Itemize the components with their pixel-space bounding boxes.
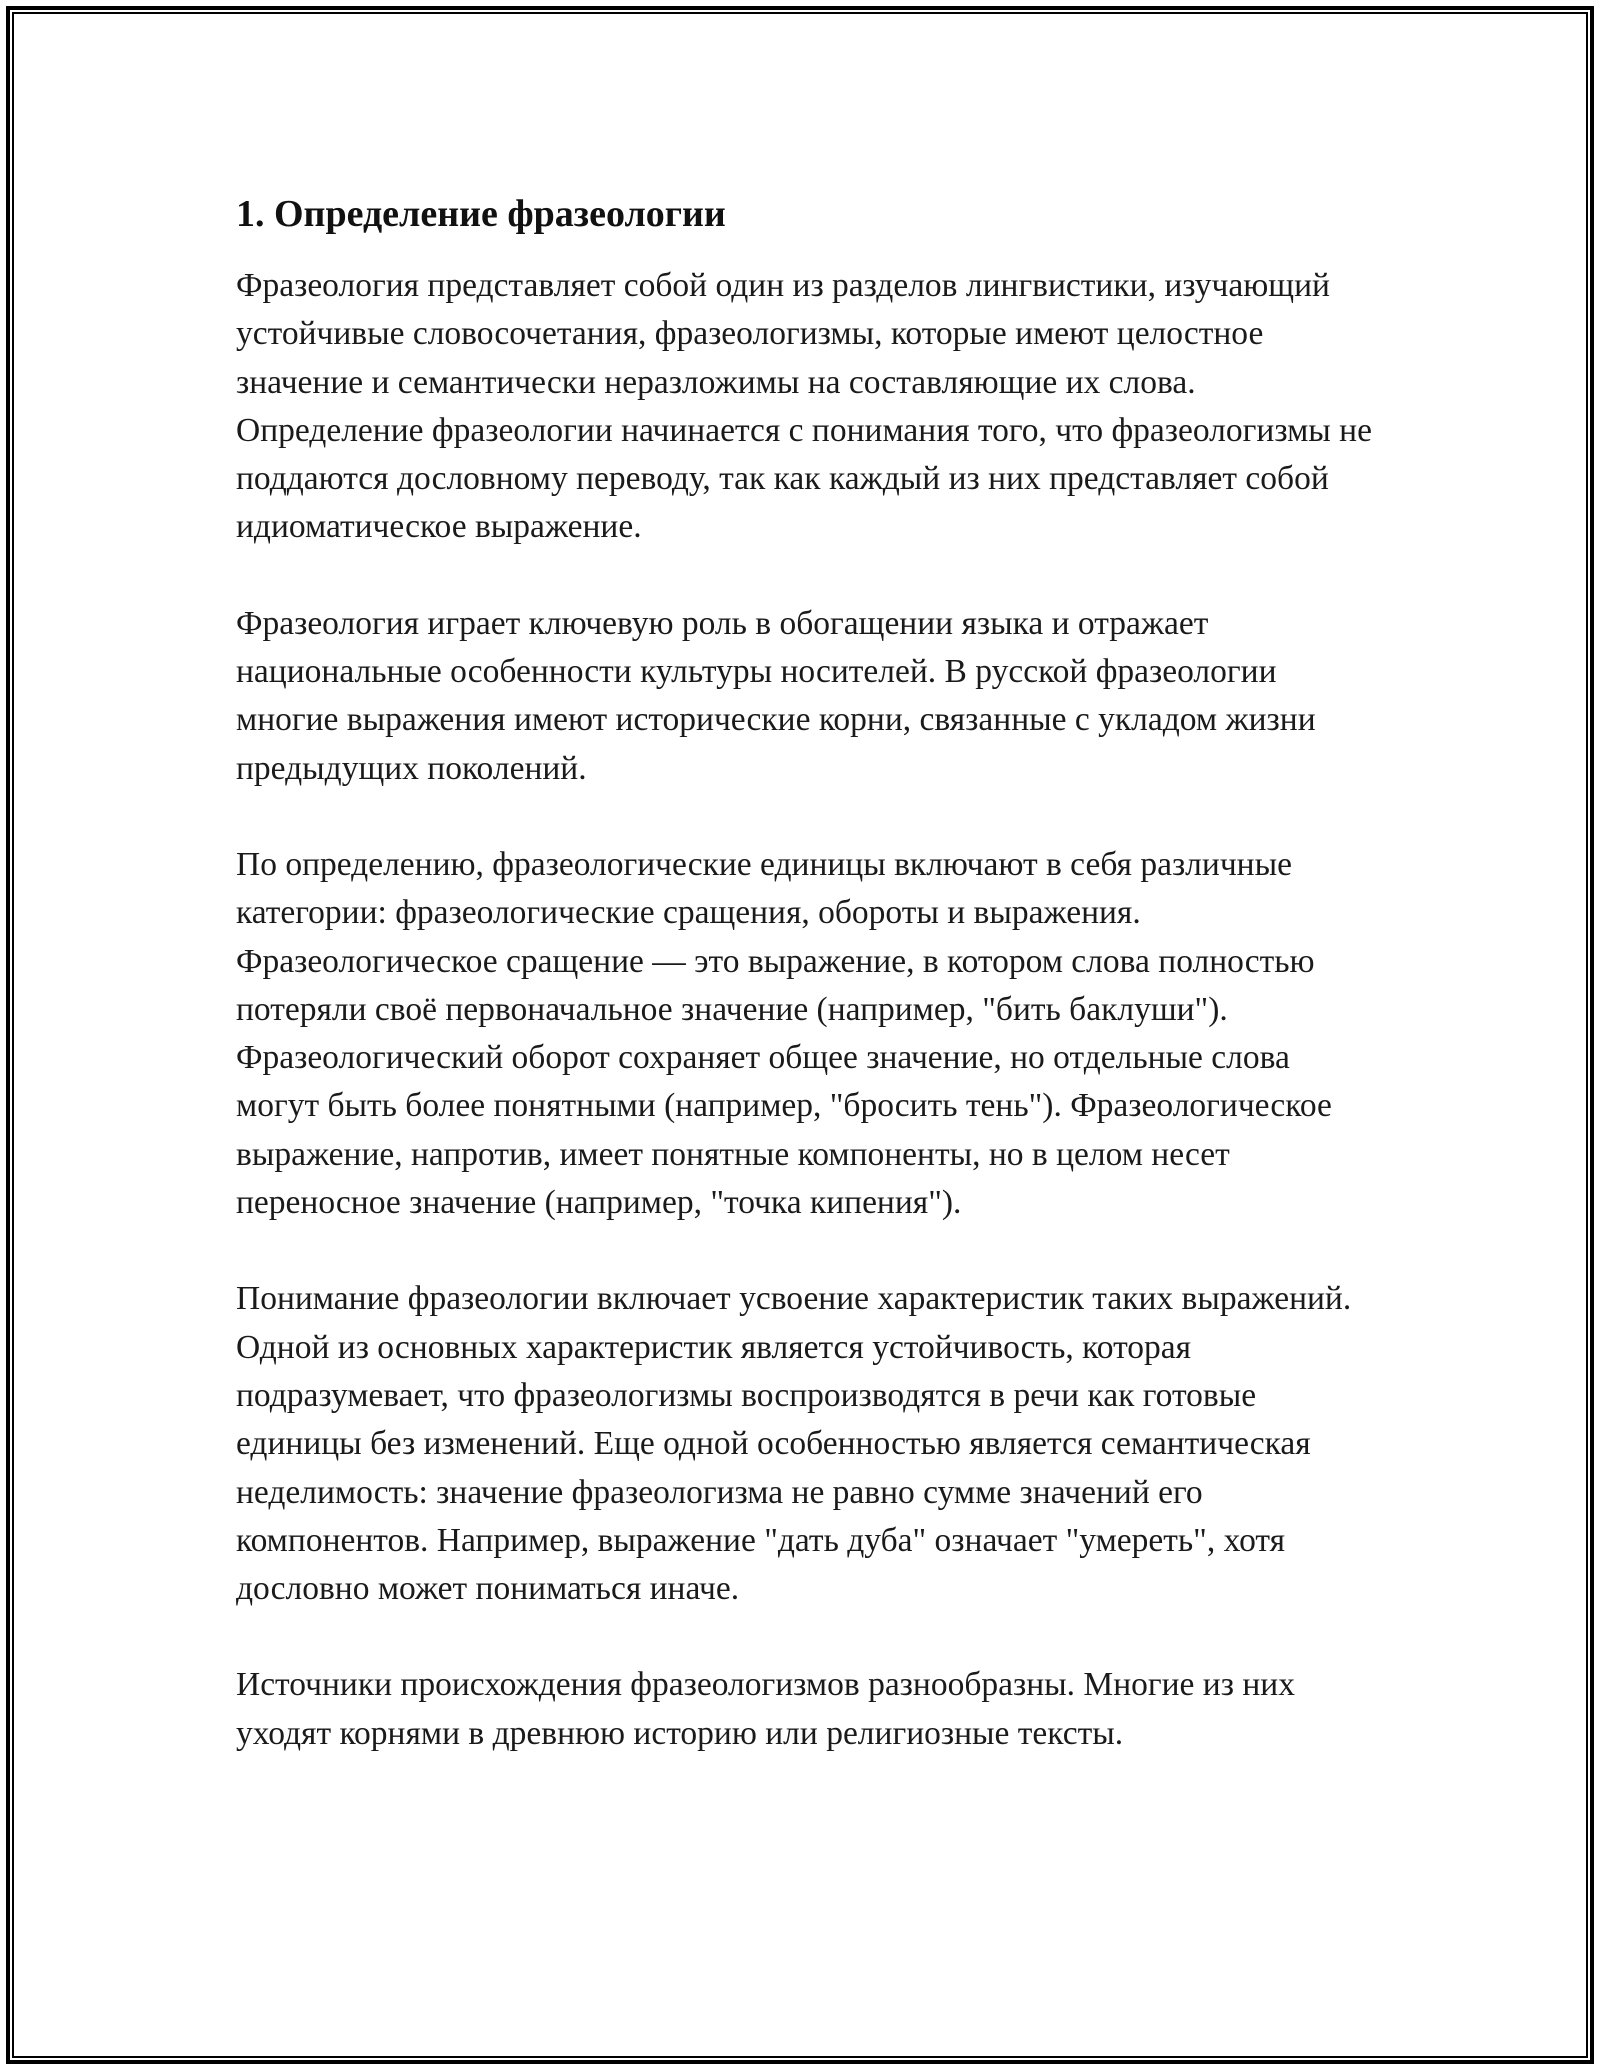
document-body [236, 186, 1376, 1758]
paragraph-origins: Источники происхождения фразеологизмов разнообразны. Многие из них уходят корнями в древнюю историю или религиозные тексты. [236, 1666, 1295, 1752]
section-heading: 1. Определение фразеологии [236, 193, 726, 235]
paragraph-definition: Фразеология представляет собой один из разделов лингвистики, изучающий устойчивые словосочетания, фразеологизмы, которые имеют целостное значение и семантически неразложимы на составляющие их слова. Определение фразеологии начинается с понимания того, что фразеологизмы не поддаются дословному переводу, так как каждый из них представляет собой идиоматическое выражение. [236, 267, 1372, 546]
paragraph-culture: Фразеология играет ключевую роль в обогащении языка и отражает национальные особенности культуры носителей. В русской фразеологии многие выражения имеют исторические корни, связанные с укладом жизни предыдущих поколений. [236, 604, 1316, 787]
paragraph-characteristics: Понимание фразеологии включает усвоение характеристик таких выражений. Одной из основных характеристик является устойчивость, которая подразумевает, что фразеологизмы воспроизводятся в речи как готовые единицы без изменений. Еще одной особенностью является семантическая неделимость: значение фразеологизма не равно сумме значений его компонентов. Например, выражение "дать дуба" означает "умереть", хотя дословно может пониматься иначе. [236, 1280, 1352, 1608]
paragraph-categories: По определению, фразеологические единицы включают в себя различные категории: фразеологические сращения, обороты и выражения. Фразеологическое сращение — это выражение, в котором слова полностью потеряли своё первоначальное значение (например, "бить баклуши"). Фразеологический оборот сохраняет общее значение, но отдельные слова могут быть более понятными (например, "бросить тень"). Фразеологическое выражение, напротив, имеет понятные компоненты, но в целом несет переносное значение (например, "точка кипения"). [236, 845, 1332, 1222]
